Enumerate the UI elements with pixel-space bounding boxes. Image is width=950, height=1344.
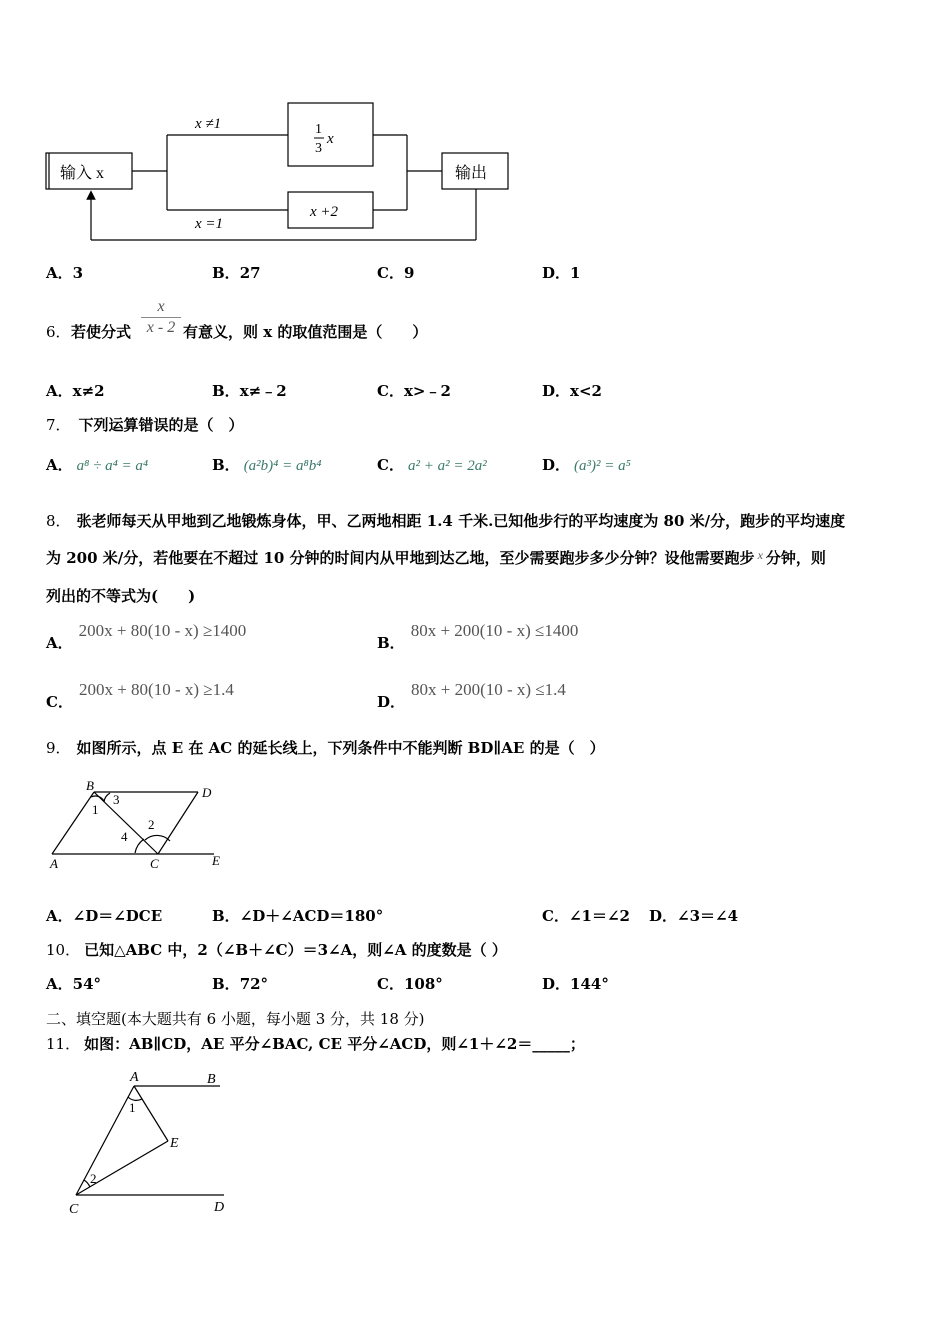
q6-option-b[interactable]: B．x≠﹣2 bbox=[212, 382, 287, 400]
q10-stem: 10． 已知△ABC 中，2（∠B＋∠C）＝3∠A，则∠A 的度数是（ ） bbox=[46, 941, 507, 959]
q10-option-b[interactable]: B．72° bbox=[212, 975, 269, 993]
cond-bottom-label: x =1 bbox=[195, 216, 224, 232]
q5-option-a[interactable]: A．3 bbox=[46, 264, 84, 282]
q8-option-b[interactable]: B．80x + 200(10 - x) ≤1400 bbox=[377, 621, 579, 652]
q9-label-c: C bbox=[150, 856, 159, 871]
q9-label-4: 4 bbox=[121, 829, 128, 844]
bottom-box-label: x +2 bbox=[310, 204, 339, 220]
section-title: 二、填空题(本大题共有 6 小题，每小题 3 分，共 18 分) bbox=[46, 1010, 425, 1028]
q6-stem-post: 有意义，则 x 的取值范围是（ ） bbox=[183, 323, 428, 341]
q10-option-c[interactable]: C．108° bbox=[377, 975, 443, 993]
q11-label-b: B bbox=[207, 1072, 216, 1087]
q8-line1: 8． 张老师每天从甲地到乙地锻炼身体，甲、乙两地相距 1.4 千米.已知他步行的平均速度为 80 米/分，跑步的平均速度 bbox=[46, 512, 846, 530]
q8-option-d[interactable]: D．80x + 200(10 - x) ≤1.4 bbox=[377, 680, 566, 711]
q9-label-3: 3 bbox=[113, 792, 120, 807]
q10-option-d[interactable]: D．144° bbox=[542, 975, 609, 993]
input-label: 输入 x bbox=[60, 165, 105, 182]
q5-option-c[interactable]: C．9 bbox=[377, 264, 415, 282]
q11-label-e: E bbox=[170, 1136, 179, 1151]
q7-stem: 7． 下列运算错误的是（ ） bbox=[46, 416, 244, 434]
q9-figure bbox=[44, 775, 234, 875]
q6-stem-pre: 若使分式 bbox=[71, 323, 132, 341]
q7-option-d[interactable]: D． (a³)² = a⁵ bbox=[542, 456, 631, 474]
frac-den: 3 bbox=[315, 141, 322, 156]
q9-stem: 9． 如图所示，点 E 在 AC 的延长线上，下列条件中不能判断 BD∥AE 的是（ ） bbox=[46, 739, 605, 757]
q9-option-c[interactable]: C．∠1＝∠2 bbox=[542, 907, 630, 925]
frac-var: x bbox=[327, 131, 334, 147]
q8-option-a[interactable]: A．200x + 80(10 - x) ≥1400 bbox=[46, 621, 247, 652]
q7-option-c[interactable]: C． a² + a² = 2a² bbox=[377, 456, 487, 474]
q7-option-a[interactable]: A． a⁸ ÷ a⁴ = a⁴ bbox=[46, 456, 149, 474]
q6-option-a[interactable]: A．x≠2 bbox=[46, 382, 105, 400]
q10-option-a[interactable]: A．54° bbox=[46, 975, 102, 993]
q9-option-b[interactable]: B．∠D＋∠ACD＝180° bbox=[212, 907, 384, 925]
output-label: 输出 bbox=[455, 165, 488, 182]
q9-option-a[interactable]: A．∠D＝∠DCE bbox=[46, 907, 163, 925]
q11-label-2: 2 bbox=[90, 1171, 97, 1186]
q8-line2: 为 200 米/分，若他要在不超过 10 分钟的时间内从甲地到达乙地，至少需要跑步多少分钟？设他需要跑步 $^x$ 分钟，则 bbox=[46, 548, 826, 567]
frac-num: 1 bbox=[315, 122, 322, 137]
q5-option-d[interactable]: D．1 bbox=[542, 264, 581, 282]
q11-label-1: 1 bbox=[129, 1100, 136, 1115]
q11-label-d: D bbox=[214, 1200, 225, 1215]
q9-label-e: E bbox=[212, 853, 220, 868]
q11-label-c: C bbox=[69, 1202, 79, 1217]
q9-label-b: B bbox=[86, 778, 94, 793]
q5-option-b[interactable]: B．27 bbox=[212, 264, 261, 282]
q9-label-a: A bbox=[50, 856, 58, 871]
q6-option-c[interactable]: C．x>﹣2 bbox=[377, 382, 451, 400]
flowchart-figure bbox=[40, 95, 520, 250]
q11-figure bbox=[62, 1066, 242, 1221]
q9-label-d: D bbox=[202, 785, 212, 800]
q9-option-d[interactable]: D．∠3＝∠4 bbox=[649, 907, 739, 925]
q6-number: 6． bbox=[46, 323, 71, 341]
q7-option-b[interactable]: B． (a²b)⁴ = a⁸b⁴ bbox=[212, 456, 322, 474]
cond-top-label: x ≠1 bbox=[195, 116, 222, 132]
q8-line3: 列出的不等式为( ) bbox=[46, 587, 196, 605]
q6-option-d[interactable]: D．x<2 bbox=[542, 382, 602, 400]
q11-label-a: A bbox=[130, 1070, 139, 1085]
q11-stem: 11． 如图：AB∥CD，AE 平分∠BAC, CE 平分∠ACD，则∠1＋∠2＝_____； bbox=[46, 1035, 585, 1053]
q9-label-1: 1 bbox=[92, 802, 99, 817]
q8-option-c[interactable]: C．200x + 80(10 - x) ≥1.4 bbox=[46, 680, 234, 711]
q6-fraction: x x - 2 bbox=[141, 297, 181, 338]
q9-label-2: 2 bbox=[148, 817, 155, 832]
